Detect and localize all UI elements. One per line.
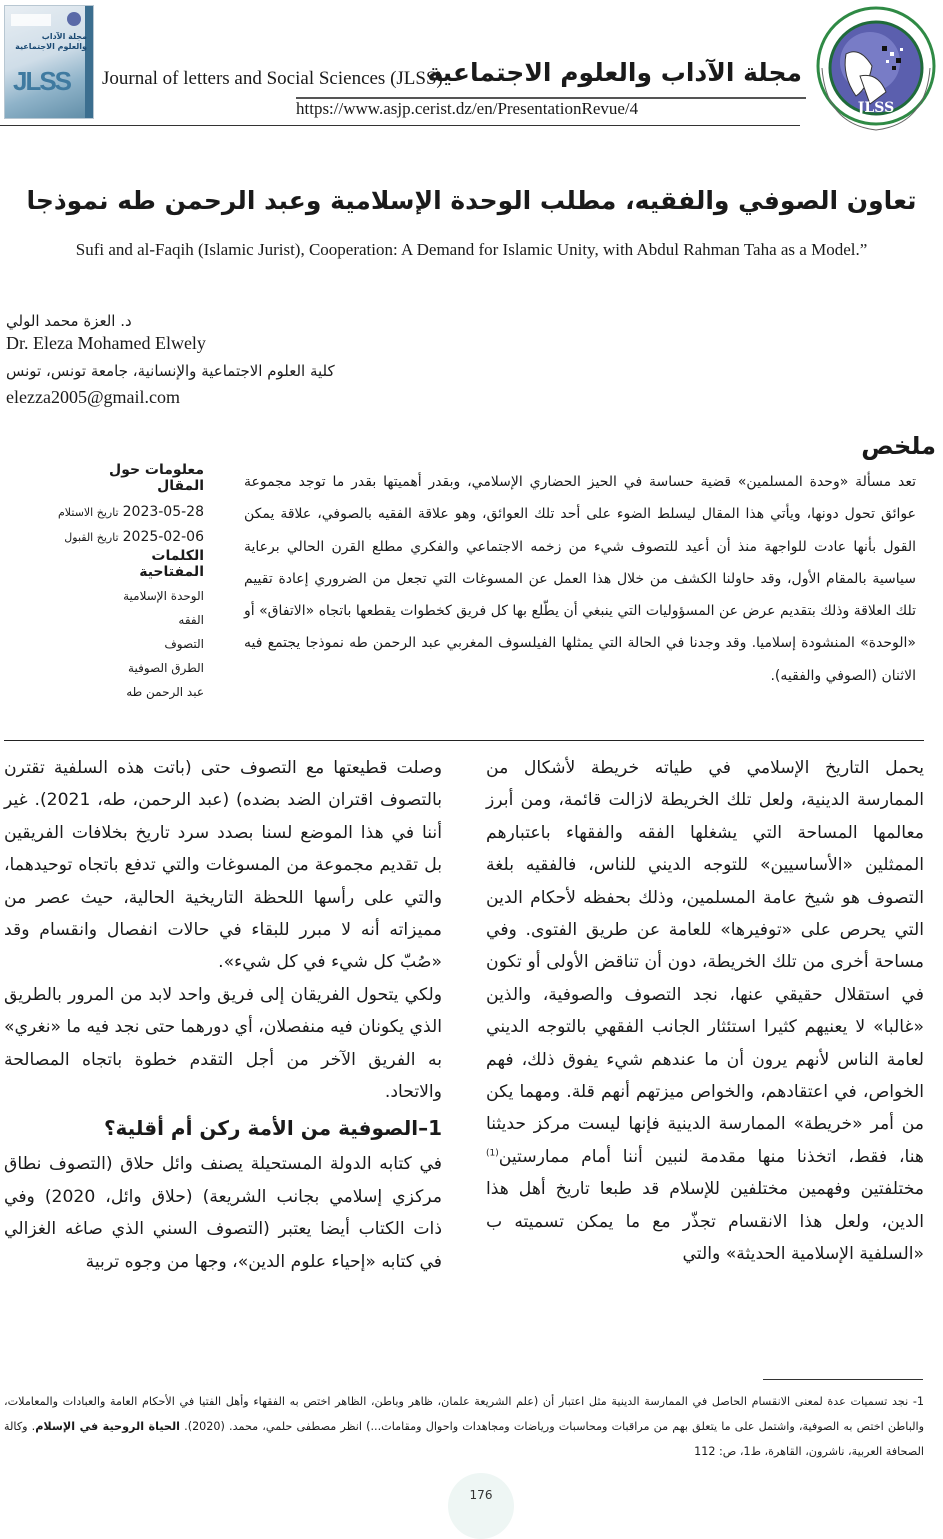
cover-title: مجلة الآداب والعلوم الاجتماعية [15, 32, 87, 51]
journal-name-ar: مجلة الآداب والعلوم الاجتماعية [427, 58, 802, 87]
abstract-body [244, 466, 916, 692]
footnote-reference-link[interactable]: (1) [486, 1148, 499, 1159]
body-column-right [486, 752, 924, 1271]
body-paragraph: وصلت قطيعتها مع التصوف حتى (باتت هذه السلفية تقترن بالتصوف اقتران الضد بضده) (عبد الرحمن، طه، 2021). غير أننا في هذا الموضع لسنا بصدد سرد تاريخ بخلافات الفريقين بل تقديم مجموعة من المسوغات والتي تدفع باتجاه توحيدهما، والتي على رأسها اللحظة التاريخية الحالية، حيث عصر من مميزاته أنه لا مبرر للبقاء في حالات انفصال وانقسام وقد «صُبّ كل شيء في كل شيء». [4, 758, 442, 973]
journal-cover-thumbnail [4, 5, 94, 119]
received-label: تاريخ الاستلام [58, 506, 119, 519]
abstract-text: تعد مسألة «وحدة المسلمين» قضية حساسة في الحيز الحضاري الإسلامي، وبقدر أهميتها بقدر ما توجد مجموعة عوائق تحول دونها، ويأتي هذا المقال ليسلط الضوء على أحد تلك العوائق، وهو علاقة الفقيه بالصوفي، علاقة يمكن القول بأنها عادت للواجهة منذ أن أعيد للتصوف شيء من زخمه الاجتماعي والفكري مطلع القرن الحالي برعاية سياسية بالمقام الأول، وقد حاولنا الكشف من خلال هذا العمل عن المسوغات التي تجعل من الضروري إعادة تقييم تلك العلاقة وذلك بتقديم عرض عن المسؤوليات التي ينبغي أن يطّلع بها كل فريق كخطوات يقطعها باتجاه «الاتفاق» أو «الوحدة» المنشودة إسلاميا. وقد وجدنا في الحالة التي يمثلها الفيلسوف المغربي عبد الرحمن طه نموذجا يجتمع فيه الاثنان (الصوفي والفقيه). [244, 474, 916, 684]
body-column-left [4, 732, 442, 1278]
keyword-item: التصوف [164, 637, 204, 651]
cover-spine-strip [85, 6, 93, 118]
body-paragraph [486, 752, 924, 1271]
author-name-ar-text: د. العزة محمد الولي [6, 312, 132, 330]
body-paragraph: في كتابه الدولة المستحيلة يصنف وائل حلاق (التصوف نطاق مركزي إسلامي بجانب الشريعة) (حلاق وائل، 2020) وفي ذات الكتاب أيضا يعتبر (التصوف السني الذي صاغه الغزالي في كتابه «إحياء علوم الدين»، وجها من وجوه تربية [4, 1154, 442, 1272]
footnote-divider [763, 1379, 923, 1380]
author-email-link[interactable]: elezza2005@gmail.com [6, 387, 181, 407]
author-name-en: Dr. Eleza Mohamed Elwely [6, 333, 206, 353]
cover-seal-icon [67, 12, 81, 26]
keywords-heading: الكلمات المفتاحية [139, 548, 204, 580]
author-name-ar [6, 312, 406, 330]
author-affiliation-text: كلية العلوم الاجتماعية والإنسانية، جامعة تونس، تونس [6, 362, 335, 380]
logo-abbr: JLSS [857, 100, 895, 116]
keyword-item: الوحدة الإسلامية [123, 589, 204, 603]
keyword-item: عبد الرحمن طه [126, 685, 204, 699]
footnote [4, 1389, 924, 1464]
body-paragraph: ولكي يتحول الفريقان إلى فريق واحد لابد من المرور بالطريق الذي يكونان فيه منفصلان، أي دورهما حتى نجد فيه ما «نغري» به الفريق الآخر من أجل التقدم خطوة باتجاه المصالحة والاتحاد. [4, 984, 442, 1103]
cover-logo-text: JLSS [13, 66, 71, 96]
header-divider [0, 125, 800, 126]
page-number-badge [448, 1473, 514, 1539]
received-date: 2023-05-28 [122, 504, 204, 520]
article-title-en: Sufi and al-Faqih (Islamic Jurist), Cooperation: A Demand for Islamic Unity, with Abdul Rahman Taha as a Model.” [75, 240, 868, 259]
page-number: 176 [469, 1488, 493, 1502]
received-date-row [4, 500, 204, 525]
accepted-label: تاريخ القبول [64, 531, 119, 544]
section-heading: 1–الصوفية من الأمة ركن أم أقلية؟ [103, 1116, 442, 1141]
article-title-ar: تعاون الصوفي والفقيه، مطلب الوحدة الإسلامية وعبد الرحمن طه نموذجا [26, 186, 917, 215]
footnote-book-title: الحياة الروحية في الإسلام [35, 1420, 180, 1433]
accepted-date: 2025-02-06 [122, 529, 204, 545]
accepted-date-row [4, 525, 204, 550]
author-affiliation [6, 362, 366, 380]
paragraph-text: مختلفتين وفهمين مختلفين للإسلام قد طبعا تاريخ أهل هذا الدين، ولعل هذا الانقسام تجذّر مع ما يمكن تسميته ب «السلفية الإسلامية الحديثة» والتي [486, 1179, 924, 1265]
article-info-panel [4, 462, 204, 550]
article-info-heading: معلومات حول المقال [109, 462, 204, 494]
journal-logo-icon [812, 6, 940, 134]
keyword-item: الفقه [178, 613, 204, 627]
abstract-heading: ملخص [861, 432, 936, 460]
keyword-item: الطرق الصوفية [128, 661, 204, 675]
footnote-text: . وكالة الصحافة العربية، ناشرون، القاهرة، ط1، ص: 112 [4, 1420, 924, 1458]
cover-header-band [11, 14, 51, 26]
footnote-text: 1- نجد تسميات عدة لمعنى الانقسام الحاصل في الممارسة الدينية مثل اعتبار أن (علم الشريعة علمان، ظاهر وباطن، الظاهر اختص به الفقهاء وأهل الفتيا في الأحكام العامة والعبادات والمعاملات، والباطن اختص به الصوفية، واشتمل على ما يتعلق بهم من مراقبات ومحاسبات ورياضات ومجاهدات واحوال ومقامات...) انظر مصطفى حلمي، محمد. (2020). [4, 1395, 924, 1433]
paragraph-text: يحمل التاريخ الإسلامي في طياته خريطة لأشكال من الممارسة الدينية، ولعل تلك الخريطة لازالت قائمة، ومن أبرز معالمها المساحة التي يشغلها الفقه والفقهاء باعتبارهم الممثلين «الأساسيين» للتوجه الديني للناس، فالفقيه بلغة التصوف هو شيخ عامة المسلمين، وذلك بحفظه لأحكام الدين التي يحرص على «توفيرها» للعامة عن طريق الفتوى. وفي مساحة أخرى من تلك الخريطة، دون أن تناقض الأولى أو تكون في استقلال حقيقي عنها، نجد التصوف والصوفية، والذين «غالبا» لا يعنيهم كثيرا استئثار الجانب الفقهي بالتوجه الديني لعامة الناس لأنهم يرون أن ما عندهم شيء يفوق ذلك، فهم الخواص، في اعتقادهم، والخواص ميزتهم أنهم قلة. ومهما يكن من أمر «خريطة» الممارسة الدينية فإنها ليست مركز حديثنا هنا، فقط، اتخذنا منها مقدمة لنبين أننا أمام ممارستين [486, 758, 924, 1167]
keywords-panel [4, 548, 204, 704]
journal-url-link[interactable]: https://www.asjp.cerist.dz/en/PresentationRevue/4 [296, 99, 639, 118]
journal-name-en: Journal of letters and Social Sciences (JLSS) [102, 68, 443, 89]
